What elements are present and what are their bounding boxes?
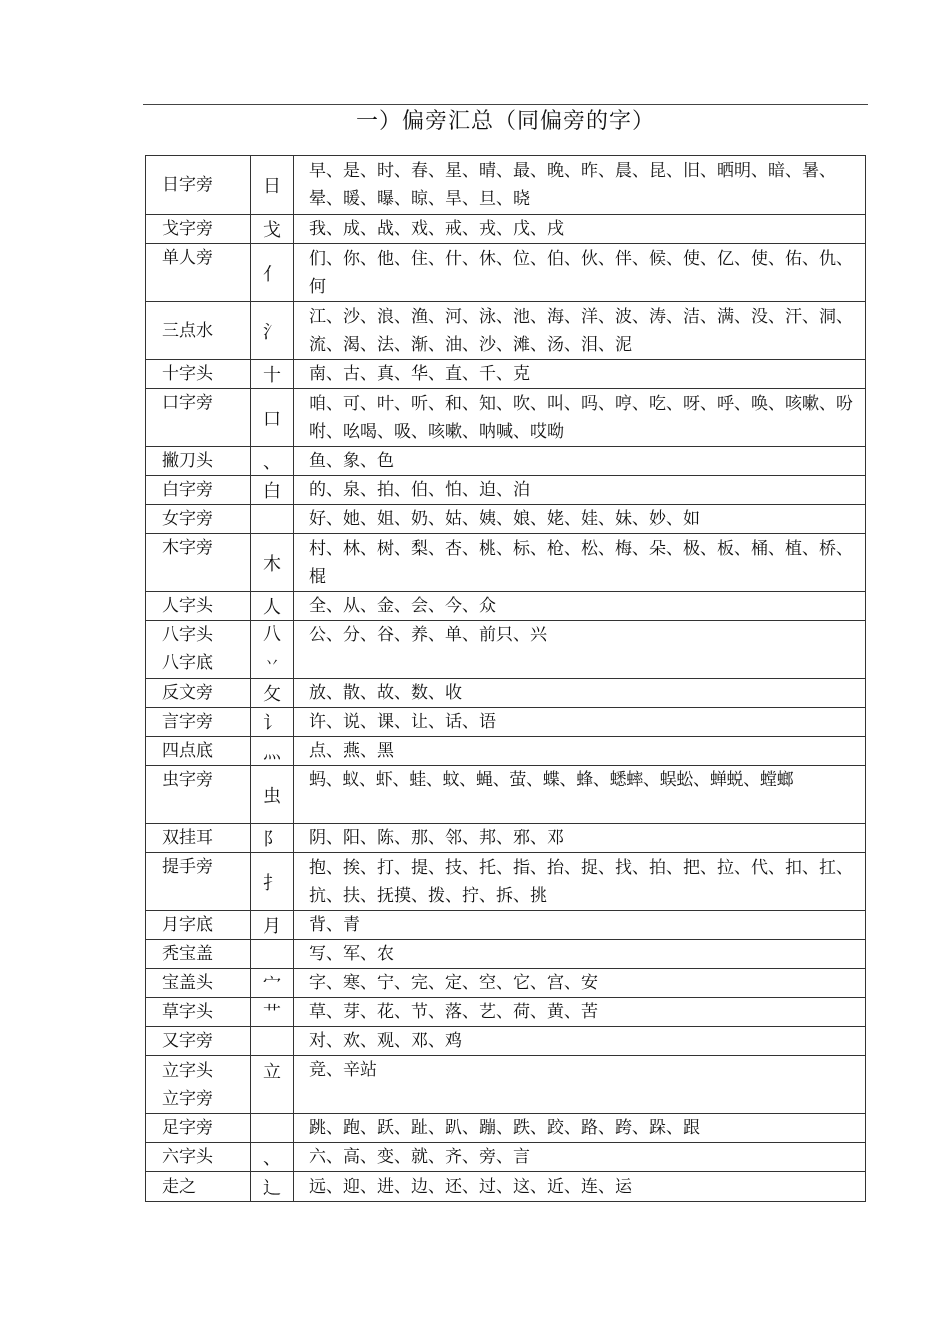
table-row xyxy=(146,592,866,621)
example-chars: 点、燕、黑 xyxy=(294,737,866,766)
example-chars: 江、沙、浪、渔、河、泳、池、海、洋、波、涛、洁、满、没、汗、洞、流、渴、法、渐、油、沙、滩、汤、泪、泥 xyxy=(294,302,866,360)
radical-name: 白字旁 xyxy=(146,476,251,505)
radical-glyph: 阝 xyxy=(251,824,294,853)
example-chars: 我、成、战、戏、戒、戎、戊、戌 xyxy=(294,215,866,244)
radical-glyph: 十 xyxy=(251,360,294,389)
radical-glyph: 人 xyxy=(251,592,294,621)
radical-glyph: 日 xyxy=(251,156,294,215)
example-chars: 草、芽、花、节、落、艺、荷、黄、苦 xyxy=(294,998,866,1027)
example-chars: 六、高、变、就、齐、旁、言 xyxy=(294,1143,866,1172)
radical-glyph: 讠 xyxy=(251,708,294,737)
radicals-table xyxy=(145,155,866,1202)
radical-name: 月字底 xyxy=(146,911,251,940)
table-row xyxy=(146,215,866,244)
radical-name: 又字旁 xyxy=(146,1027,251,1056)
radical-name: 足字旁 xyxy=(146,1114,251,1143)
example-chars: 竞、辛站 xyxy=(294,1056,866,1114)
table-row xyxy=(146,911,866,940)
page-title: 一）偏旁汇总（同偏旁的字） xyxy=(355,109,655,134)
radical-glyph-line: 丷 xyxy=(264,654,280,672)
radical-name: 双挂耳 xyxy=(146,824,251,853)
example-chars: 放、散、故、数、收 xyxy=(294,679,866,708)
radical-name xyxy=(146,621,251,679)
example-chars: 对、欢、观、邓、鸡 xyxy=(294,1027,866,1056)
radical-name: 日字旁 xyxy=(146,156,251,215)
radical-glyph: 、 xyxy=(251,1143,294,1172)
example-chars: 远、迎、进、边、还、过、这、近、连、运 xyxy=(294,1172,866,1202)
table-row xyxy=(146,824,866,853)
example-chars: 村、林、树、梨、杏、桃、标、枪、松、梅、朵、极、板、桶、植、桥、棍 xyxy=(294,534,866,592)
radical-glyph: 氵 xyxy=(251,302,294,360)
radical-name: 单人旁 xyxy=(146,244,251,302)
radical-name: 反文旁 xyxy=(146,679,251,708)
radical-name: 言字旁 xyxy=(146,708,251,737)
radical-name: 木字旁 xyxy=(146,534,251,592)
table-row xyxy=(146,244,866,302)
radical-name: 六字头 xyxy=(146,1143,251,1172)
radical-glyph: 口 xyxy=(251,389,294,447)
table-row xyxy=(146,853,866,911)
example-chars: 背、青 xyxy=(294,911,866,940)
radical-name: 女字旁 xyxy=(146,505,251,534)
radical-glyph: 、 xyxy=(251,447,294,476)
radical-name: 人字头 xyxy=(146,592,251,621)
table-row xyxy=(146,389,866,447)
radical-name xyxy=(146,1056,251,1114)
radical-glyph: 宀 xyxy=(251,969,294,998)
radical-glyph xyxy=(251,505,294,534)
table-row xyxy=(146,708,866,737)
radical-glyph-line: 八 xyxy=(263,624,281,645)
radical-name: 戈字旁 xyxy=(146,215,251,244)
example-chars: 鱼、象、色 xyxy=(294,447,866,476)
table-row xyxy=(146,1143,866,1172)
radical-name: 虫字旁 xyxy=(146,766,251,824)
radical-glyph: 虫 xyxy=(251,766,294,824)
example-chars: 咱、可、叶、听、和、知、吹、叫、吗、哼、吃、呀、呼、唤、咳嗽、吩咐、吆喝、吸、咳嗽、呐喊、哎呦 xyxy=(294,389,866,447)
radical-name: 提手旁 xyxy=(146,853,251,911)
radical-glyph xyxy=(251,1027,294,1056)
example-chars: 公、分、谷、养、单、前只、兴 xyxy=(294,621,866,679)
table-row xyxy=(146,505,866,534)
radical-glyph xyxy=(251,621,294,679)
radical-name: 秃宝盖 xyxy=(146,940,251,969)
example-chars: 好、她、姐、奶、姑、姨、娘、姥、娃、妹、妙、如 xyxy=(294,505,866,534)
radical-name: 走之 xyxy=(146,1172,251,1202)
example-chars: 们、你、他、住、什、休、位、伯、伙、伴、候、使、亿、使、佑、仇、何 xyxy=(294,244,866,302)
example-chars: 阴、阳、陈、那、邻、邦、邪、邓 xyxy=(294,824,866,853)
radical-name: 三点水 xyxy=(146,302,251,360)
table-row xyxy=(146,969,866,998)
table-row xyxy=(146,766,866,824)
example-chars: 跳、跑、跃、趾、趴、蹦、跌、跤、路、跨、跺、跟 xyxy=(294,1114,866,1143)
table-row xyxy=(146,476,866,505)
radical-name-line: 八字头 xyxy=(162,625,213,645)
radical-name: 宝盖头 xyxy=(146,969,251,998)
radical-glyph xyxy=(251,1114,294,1143)
radical-name-line: 立字旁 xyxy=(162,1088,213,1109)
radical-name-line: 八字底 xyxy=(162,653,213,673)
radical-name: 四点底 xyxy=(146,737,251,766)
example-chars: 许、说、课、让、话、语 xyxy=(294,708,866,737)
table-row xyxy=(146,679,866,708)
example-chars: 南、古、真、华、直、千、克 xyxy=(294,360,866,389)
example-chars: 的、泉、拍、伯、怕、迫、泊 xyxy=(294,476,866,505)
radical-glyph: 立 xyxy=(251,1056,294,1114)
radical-name: 草字头 xyxy=(146,998,251,1027)
example-chars: 早、是、时、春、星、晴、最、晚、昨、晨、昆、旧、晒明、暗、暑、晕、暖、曝、晾、旱、旦、晓 xyxy=(294,156,866,215)
radical-glyph: 灬 xyxy=(251,737,294,766)
radical-glyph: 辶 xyxy=(251,1172,294,1202)
radical-glyph: 月 xyxy=(251,911,294,940)
table-row xyxy=(146,534,866,592)
radical-glyph: 艹 xyxy=(251,998,294,1027)
table-row xyxy=(146,360,866,389)
example-chars: 全、从、金、会、今、众 xyxy=(294,592,866,621)
radical-glyph: 攵 xyxy=(251,679,294,708)
radical-name: 口字旁 xyxy=(146,389,251,447)
example-chars: 字、寒、宁、完、定、空、它、宫、安 xyxy=(294,969,866,998)
table-row xyxy=(146,1056,866,1114)
radical-glyph: 扌 xyxy=(251,853,294,911)
radical-glyph xyxy=(251,940,294,969)
top-rule xyxy=(143,104,868,105)
radical-glyph: 戈 xyxy=(251,215,294,244)
table-row xyxy=(146,447,866,476)
radical-glyph: 亻 xyxy=(251,244,294,302)
table-row xyxy=(146,621,866,679)
table-row xyxy=(146,302,866,360)
radical-glyph: 白 xyxy=(251,476,294,505)
table-row xyxy=(146,156,866,215)
table-row xyxy=(146,998,866,1027)
table-row xyxy=(146,1114,866,1143)
example-chars: 写、军、农 xyxy=(294,940,866,969)
radical-name-line: 立字头 xyxy=(162,1060,213,1081)
example-chars: 蚂、蚁、虾、蛙、蚊、蝇、萤、蝶、蜂、蟋蟀、蜈蚣、蝉蜕、螳螂 xyxy=(294,766,866,824)
table-row xyxy=(146,940,866,969)
radical-glyph: 木 xyxy=(251,534,294,592)
radical-name: 十字头 xyxy=(146,360,251,389)
example-chars: 抱、挨、打、提、技、托、指、抬、捉、找、拍、把、拉、代、扣、扛、抗、扶、抚摸、拨、拧、拆、挑 xyxy=(294,853,866,911)
table-row xyxy=(146,1172,866,1202)
table-row xyxy=(146,1027,866,1056)
radical-name: 撇刀头 xyxy=(146,447,251,476)
table-row xyxy=(146,737,866,766)
